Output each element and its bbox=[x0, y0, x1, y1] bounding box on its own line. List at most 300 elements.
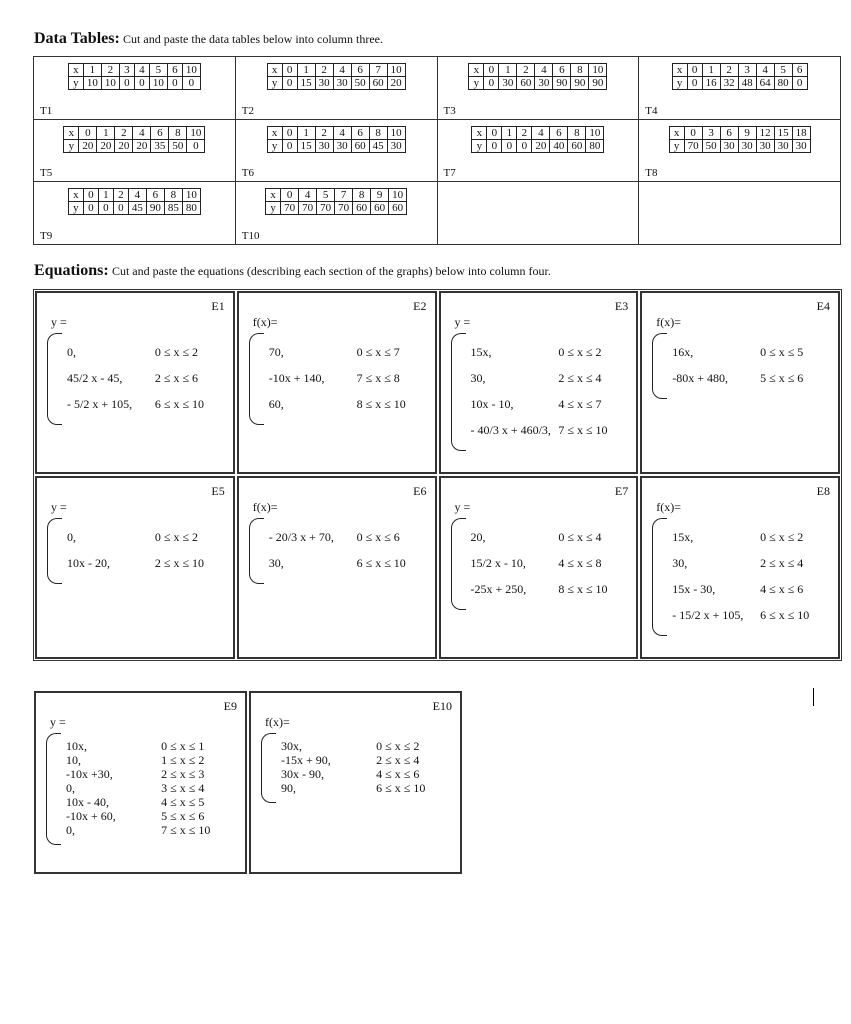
table-cell bbox=[236, 120, 438, 183]
table-value: 9 bbox=[738, 126, 756, 139]
equation-expression: 0, bbox=[66, 780, 75, 795]
table-value: 0 bbox=[167, 77, 182, 90]
equation-rows bbox=[269, 524, 429, 576]
table-value: 80 bbox=[182, 202, 200, 215]
equation-domain: 7 ≤ x ≤ 10 bbox=[558, 422, 608, 437]
equation-label: E8 bbox=[816, 484, 830, 498]
table-value: 1 bbox=[702, 64, 720, 77]
equation-expression: 10x, bbox=[66, 738, 87, 753]
equation-rows bbox=[66, 739, 239, 837]
equation-expression: 16x, bbox=[672, 344, 694, 359]
table-header-x: x bbox=[267, 64, 282, 77]
equation-row bbox=[66, 753, 239, 767]
equation-expression: - 5/2 x + 105, bbox=[67, 396, 133, 411]
equation-domain: 4 ≤ x ≤ 8 bbox=[558, 555, 602, 570]
table-value: 90 bbox=[589, 77, 607, 90]
table-value: 30 bbox=[499, 77, 517, 90]
brace-icon bbox=[46, 733, 61, 845]
equation-row bbox=[471, 550, 631, 576]
table-value: 35 bbox=[151, 139, 169, 152]
equation-row bbox=[281, 739, 454, 753]
table-cell bbox=[34, 120, 236, 183]
table-value: 60 bbox=[517, 77, 535, 90]
brace-icon bbox=[652, 518, 667, 636]
equation-rows bbox=[471, 524, 631, 602]
xy-table bbox=[672, 63, 808, 90]
equation-label: E6 bbox=[413, 484, 427, 498]
brace-icon bbox=[261, 733, 276, 803]
equation-domain: 3 ≤ x ≤ 4 bbox=[161, 780, 205, 795]
equation-expression: -25x + 250, bbox=[470, 581, 527, 596]
equation-rows bbox=[67, 339, 227, 417]
table-value: 16 bbox=[702, 77, 720, 90]
equation-card bbox=[640, 291, 840, 474]
equation-domain: 4 ≤ x ≤ 5 bbox=[161, 794, 205, 809]
xy-table bbox=[468, 63, 607, 90]
equation-row bbox=[269, 524, 429, 550]
equation-row bbox=[471, 391, 631, 417]
table-header-x: x bbox=[672, 64, 687, 77]
table-header-y: y bbox=[68, 202, 83, 215]
table-header-y: y bbox=[472, 139, 487, 152]
table-header-y: y bbox=[266, 202, 281, 215]
table-value: 90 bbox=[146, 202, 164, 215]
equation-card bbox=[640, 476, 840, 659]
equation-expression: 30, bbox=[672, 555, 688, 570]
equation-expression: -10x + 140, bbox=[268, 370, 325, 385]
table-value: 9 bbox=[371, 189, 389, 202]
equation-expression: 15x - 30, bbox=[672, 581, 716, 596]
table-value: 70 bbox=[317, 202, 335, 215]
equation-domain: 7 ≤ x ≤ 10 bbox=[161, 822, 211, 837]
equation-card bbox=[439, 476, 639, 659]
equation-domain: 2 ≤ x ≤ 4 bbox=[558, 370, 602, 385]
equation-expression: -15x + 90, bbox=[281, 752, 331, 767]
table-cell bbox=[236, 182, 438, 245]
equation-domain: 2 ≤ x ≤ 4 bbox=[760, 555, 804, 570]
equation-expression: 90, bbox=[281, 780, 296, 795]
table-value: 10 bbox=[182, 189, 200, 202]
table-value: 30 bbox=[738, 139, 756, 152]
table-value: 0 bbox=[282, 64, 297, 77]
table-row-y bbox=[669, 139, 810, 152]
table-header-x: x bbox=[64, 126, 79, 139]
tables-heading bbox=[34, 30, 383, 48]
table-cell bbox=[438, 182, 640, 245]
table-value: 4 bbox=[134, 64, 149, 77]
equation-row bbox=[66, 767, 239, 781]
table-row-y bbox=[472, 139, 604, 152]
equation-expression: 20, bbox=[470, 529, 486, 544]
equation-prefix: y = bbox=[51, 500, 67, 514]
table-value: 2 bbox=[113, 189, 128, 202]
brace-icon bbox=[451, 333, 466, 451]
equation-prefix: y = bbox=[454, 315, 471, 329]
table-value: 8 bbox=[571, 64, 589, 77]
table-value: 32 bbox=[720, 77, 738, 90]
equation-row bbox=[471, 339, 631, 365]
table-value: 20 bbox=[79, 139, 97, 152]
equation-domain: 0 ≤ x ≤ 4 bbox=[558, 529, 602, 544]
equation-label: E3 bbox=[614, 299, 629, 313]
equation-expression: 10x - 40, bbox=[66, 794, 109, 809]
table-value: 4 bbox=[333, 126, 351, 139]
equation-card bbox=[34, 691, 247, 874]
equation-expression: 60, bbox=[268, 396, 284, 411]
table-value: 10 bbox=[83, 77, 101, 90]
equation-expression: 15x, bbox=[470, 344, 492, 359]
equation-rows bbox=[67, 524, 227, 576]
equation-prefix: f(x)= bbox=[265, 715, 290, 729]
table-header-x: x bbox=[669, 126, 684, 139]
table-row-x bbox=[472, 126, 604, 139]
table-header-x: x bbox=[267, 126, 282, 139]
table-value: 60 bbox=[369, 77, 387, 90]
table-value: 0 bbox=[687, 77, 702, 90]
equation-prefix: f(x)= bbox=[656, 315, 682, 329]
table-value: 10 bbox=[101, 77, 119, 90]
table-value: 5 bbox=[149, 64, 167, 77]
equation-row bbox=[66, 739, 239, 753]
table-value: 4 bbox=[333, 64, 351, 77]
equation-domain: 0 ≤ x ≤ 2 bbox=[154, 344, 199, 359]
equations-heading bbox=[34, 262, 551, 280]
table-row-y bbox=[672, 77, 807, 90]
equation-domain: 2 ≤ x ≤ 4 bbox=[376, 752, 420, 767]
equation-row bbox=[281, 781, 454, 795]
tables-title: Data Tables: bbox=[34, 30, 120, 47]
table-label: T2 bbox=[241, 104, 254, 117]
table-value: 0 bbox=[113, 202, 128, 215]
table-value: 6 bbox=[351, 64, 369, 77]
table-value: 30 bbox=[535, 77, 553, 90]
equation-expression: - 15/2 x + 105, bbox=[672, 607, 744, 622]
table-value: 0 bbox=[79, 126, 97, 139]
table-row-y bbox=[266, 202, 407, 215]
equation-row bbox=[269, 391, 429, 417]
equation-card bbox=[439, 291, 639, 474]
table-value: 60 bbox=[568, 139, 586, 152]
brace-icon bbox=[249, 518, 264, 584]
equation-expression: 30, bbox=[268, 555, 284, 570]
table-value: 20 bbox=[115, 139, 133, 152]
table-value: 4 bbox=[299, 189, 317, 202]
table-value: 30 bbox=[792, 139, 810, 152]
equation-card bbox=[249, 691, 462, 874]
table-value: 0 bbox=[98, 202, 113, 215]
table-value: 10 bbox=[387, 126, 405, 139]
table-value: 2 bbox=[101, 64, 119, 77]
table-value: 12 bbox=[756, 126, 774, 139]
table-value: 0 bbox=[119, 77, 134, 90]
equation-expression: 15/2 x - 10, bbox=[470, 555, 526, 570]
equations-instruction: Cut and paste the equations (describing each section of the graphs) below into column four. bbox=[111, 264, 551, 278]
equation-domain: 0 ≤ x ≤ 5 bbox=[760, 344, 804, 359]
equation-row bbox=[672, 365, 832, 391]
equation-expression: 30, bbox=[470, 370, 486, 385]
equation-row bbox=[672, 339, 832, 365]
equation-domain: 2 ≤ x ≤ 10 bbox=[154, 555, 205, 570]
equation-domain: 5 ≤ x ≤ 6 bbox=[161, 808, 205, 823]
table-value: 50 bbox=[351, 77, 369, 90]
equation-card bbox=[237, 476, 437, 659]
equation-rows bbox=[281, 739, 454, 795]
table-cell bbox=[34, 182, 236, 245]
equation-row bbox=[67, 391, 227, 417]
table-value: 15 bbox=[297, 139, 315, 152]
equation-row bbox=[672, 524, 832, 550]
equation-expression: 0, bbox=[66, 822, 75, 837]
text-cursor bbox=[813, 688, 814, 706]
table-value: 40 bbox=[550, 139, 568, 152]
table-value: 3 bbox=[119, 64, 134, 77]
equation-prefix: y = bbox=[50, 715, 66, 729]
equation-domain: 6 ≤ x ≤ 10 bbox=[356, 555, 406, 570]
table-value: 80 bbox=[586, 139, 604, 152]
equation-domain: 1 ≤ x ≤ 2 bbox=[161, 752, 205, 767]
table-value: 8 bbox=[568, 126, 586, 139]
table-label: T7 bbox=[443, 167, 456, 180]
equation-row bbox=[672, 550, 832, 576]
table-row-x bbox=[669, 126, 810, 139]
table-value: 3 bbox=[738, 64, 756, 77]
table-value: 20 bbox=[133, 139, 151, 152]
brace-icon bbox=[47, 518, 62, 584]
table-row-x bbox=[469, 64, 607, 77]
table-value: 70 bbox=[684, 139, 702, 152]
table-cell bbox=[639, 120, 841, 183]
table-header-x: x bbox=[469, 64, 484, 77]
equation-row bbox=[281, 767, 454, 781]
table-header-y: y bbox=[267, 77, 282, 90]
table-value: 30 bbox=[774, 139, 792, 152]
table-value: 10 bbox=[586, 126, 604, 139]
equation-row bbox=[471, 524, 631, 550]
table-value: 0 bbox=[182, 77, 200, 90]
equation-expression: 10x - 10, bbox=[470, 396, 514, 411]
equation-expression: 0, bbox=[67, 529, 76, 544]
equation-prefix: y = bbox=[454, 500, 471, 514]
table-header-y: y bbox=[64, 139, 79, 152]
table-value: 6 bbox=[720, 126, 738, 139]
table-value: 80 bbox=[774, 77, 792, 90]
equation-row bbox=[66, 781, 239, 795]
equation-expression: 30x - 90, bbox=[281, 766, 324, 781]
table-value: 0 bbox=[282, 77, 297, 90]
table-value: 90 bbox=[571, 77, 589, 90]
table-value: 20 bbox=[387, 77, 405, 90]
equation-expression: 10, bbox=[66, 752, 81, 767]
table-label: T5 bbox=[40, 167, 53, 180]
xy-table bbox=[267, 126, 406, 153]
equation-domain: 0 ≤ x ≤ 2 bbox=[558, 344, 602, 359]
equation-domain: 2 ≤ x ≤ 6 bbox=[154, 370, 199, 385]
equation-expression: 0, bbox=[67, 344, 76, 359]
table-value: 4 bbox=[756, 64, 774, 77]
equation-row bbox=[672, 602, 832, 628]
table-value: 85 bbox=[164, 202, 182, 215]
equation-domain: 5 ≤ x ≤ 6 bbox=[760, 370, 804, 385]
table-value: 0 bbox=[83, 202, 98, 215]
table-value: 64 bbox=[756, 77, 774, 90]
equation-prefix: f(x)= bbox=[656, 500, 682, 514]
table-value: 0 bbox=[517, 139, 532, 152]
table-value: 48 bbox=[738, 77, 756, 90]
table-row-x bbox=[68, 189, 200, 202]
equation-label: E5 bbox=[211, 484, 225, 498]
table-value: 70 bbox=[335, 202, 353, 215]
table-value: 1 bbox=[499, 64, 517, 77]
table-row-y bbox=[267, 139, 405, 152]
table-value: 2 bbox=[720, 64, 738, 77]
table-value: 6 bbox=[550, 126, 568, 139]
table-value: 20 bbox=[532, 139, 550, 152]
table-value: 0 bbox=[282, 139, 297, 152]
table-value: 15 bbox=[297, 77, 315, 90]
table-row-x bbox=[267, 126, 405, 139]
equation-rows bbox=[672, 339, 832, 391]
table-row-y bbox=[469, 77, 607, 90]
equation-expression: -80x + 480, bbox=[672, 370, 729, 385]
equation-row bbox=[67, 339, 227, 365]
equation-card bbox=[35, 476, 235, 659]
xy-table bbox=[267, 63, 406, 90]
equation-row bbox=[67, 365, 227, 391]
table-value: 60 bbox=[351, 139, 369, 152]
brace-icon bbox=[249, 333, 264, 425]
table-value: 60 bbox=[353, 202, 371, 215]
equation-expression: 70, bbox=[268, 344, 284, 359]
table-label: T10 bbox=[241, 230, 260, 242]
equations-title: Equations: bbox=[34, 262, 109, 279]
equation-domain: 6 ≤ x ≤ 10 bbox=[154, 396, 205, 411]
equation-row bbox=[269, 365, 429, 391]
table-value: 30 bbox=[756, 139, 774, 152]
equation-domain: 2 ≤ x ≤ 3 bbox=[161, 766, 205, 781]
table-value: 0 bbox=[187, 139, 205, 152]
equation-domain: 8 ≤ x ≤ 10 bbox=[356, 396, 406, 411]
table-value: 1 bbox=[502, 126, 517, 139]
table-header-y: y bbox=[68, 77, 83, 90]
table-value: 0 bbox=[281, 189, 299, 202]
equation-row bbox=[269, 339, 429, 365]
equation-expression: -10x +30, bbox=[66, 766, 113, 781]
table-value: 30 bbox=[387, 139, 405, 152]
table-header-x: x bbox=[68, 64, 83, 77]
equation-domain: 6 ≤ x ≤ 10 bbox=[376, 780, 426, 795]
brace-icon bbox=[47, 333, 62, 425]
xy-table bbox=[68, 63, 201, 90]
equation-row bbox=[281, 753, 454, 767]
equation-expression: 10x - 20, bbox=[67, 555, 110, 570]
table-value: 0 bbox=[687, 64, 702, 77]
equation-domain: 0 ≤ x ≤ 7 bbox=[356, 344, 400, 359]
table-cell bbox=[639, 182, 841, 245]
table-value: 70 bbox=[281, 202, 299, 215]
equations-grid bbox=[33, 289, 842, 661]
table-value: 15 bbox=[774, 126, 792, 139]
xy-table bbox=[68, 188, 201, 215]
table-value: 10 bbox=[387, 64, 405, 77]
table-value: 4 bbox=[535, 64, 553, 77]
equation-row bbox=[66, 795, 239, 809]
equation-prefix: y = bbox=[51, 315, 67, 329]
table-value: 5 bbox=[774, 64, 792, 77]
table-value: 0 bbox=[282, 126, 297, 139]
table-value: 45 bbox=[369, 139, 387, 152]
xy-table bbox=[63, 126, 205, 153]
table-value: 30 bbox=[333, 139, 351, 152]
table-value: 60 bbox=[389, 202, 407, 215]
equation-label: E10 bbox=[432, 699, 452, 713]
equation-prefix: f(x)= bbox=[252, 315, 278, 329]
table-value: 3 bbox=[702, 126, 720, 139]
table-value: 50 bbox=[169, 139, 187, 152]
table-value: 0 bbox=[484, 77, 499, 90]
xy-table bbox=[265, 188, 407, 215]
table-value: 45 bbox=[128, 202, 146, 215]
table-value: 8 bbox=[353, 189, 371, 202]
table-value: 2 bbox=[315, 64, 333, 77]
table-cell bbox=[34, 57, 236, 120]
equation-expression: 15x, bbox=[672, 529, 694, 544]
equation-label: E9 bbox=[223, 699, 237, 713]
table-value: 0 bbox=[792, 77, 807, 90]
equation-label: E7 bbox=[614, 484, 629, 498]
equation-domain: 0 ≤ x ≤ 2 bbox=[376, 738, 420, 753]
tables-instruction: Cut and paste the data tables below into column three. bbox=[123, 32, 383, 46]
equation-domain: 6 ≤ x ≤ 10 bbox=[760, 607, 810, 622]
table-cell bbox=[438, 120, 640, 183]
table-value: 0 bbox=[134, 77, 149, 90]
table-row-y bbox=[64, 139, 205, 152]
table-header-x: x bbox=[266, 189, 281, 202]
table-value: 5 bbox=[317, 189, 335, 202]
table-header-y: y bbox=[669, 139, 684, 152]
table-value: 6 bbox=[167, 64, 182, 77]
table-header-y: y bbox=[469, 77, 484, 90]
table-cell bbox=[438, 57, 640, 120]
equation-domain: 4 ≤ x ≤ 6 bbox=[376, 766, 420, 781]
table-row-y bbox=[267, 77, 405, 90]
equation-domain: 7 ≤ x ≤ 8 bbox=[356, 370, 400, 385]
equation-row bbox=[672, 576, 832, 602]
table-row-x bbox=[267, 64, 405, 77]
table-value: 60 bbox=[371, 202, 389, 215]
table-value: 10 bbox=[187, 126, 205, 139]
equation-row bbox=[471, 417, 631, 443]
xy-table bbox=[471, 126, 604, 153]
table-value: 2 bbox=[517, 64, 535, 77]
table-header-y: y bbox=[267, 139, 282, 152]
equation-expression: - 20/3 x + 70, bbox=[268, 529, 334, 544]
equation-card bbox=[237, 291, 437, 474]
table-value: 0 bbox=[487, 139, 502, 152]
table-value: 0 bbox=[684, 126, 702, 139]
table-value: 6 bbox=[151, 126, 169, 139]
table-value: 1 bbox=[98, 189, 113, 202]
table-row-x bbox=[68, 64, 200, 77]
table-value: 8 bbox=[369, 126, 387, 139]
table-value: 1 bbox=[97, 126, 115, 139]
equation-domain: 0 ≤ x ≤ 1 bbox=[161, 738, 205, 753]
table-value: 8 bbox=[164, 189, 182, 202]
equation-label: E2 bbox=[413, 299, 427, 313]
table-cell bbox=[639, 57, 841, 120]
equation-domain: 0 ≤ x ≤ 2 bbox=[760, 529, 804, 544]
table-label: T3 bbox=[443, 104, 456, 117]
table-value: 70 bbox=[299, 202, 317, 215]
